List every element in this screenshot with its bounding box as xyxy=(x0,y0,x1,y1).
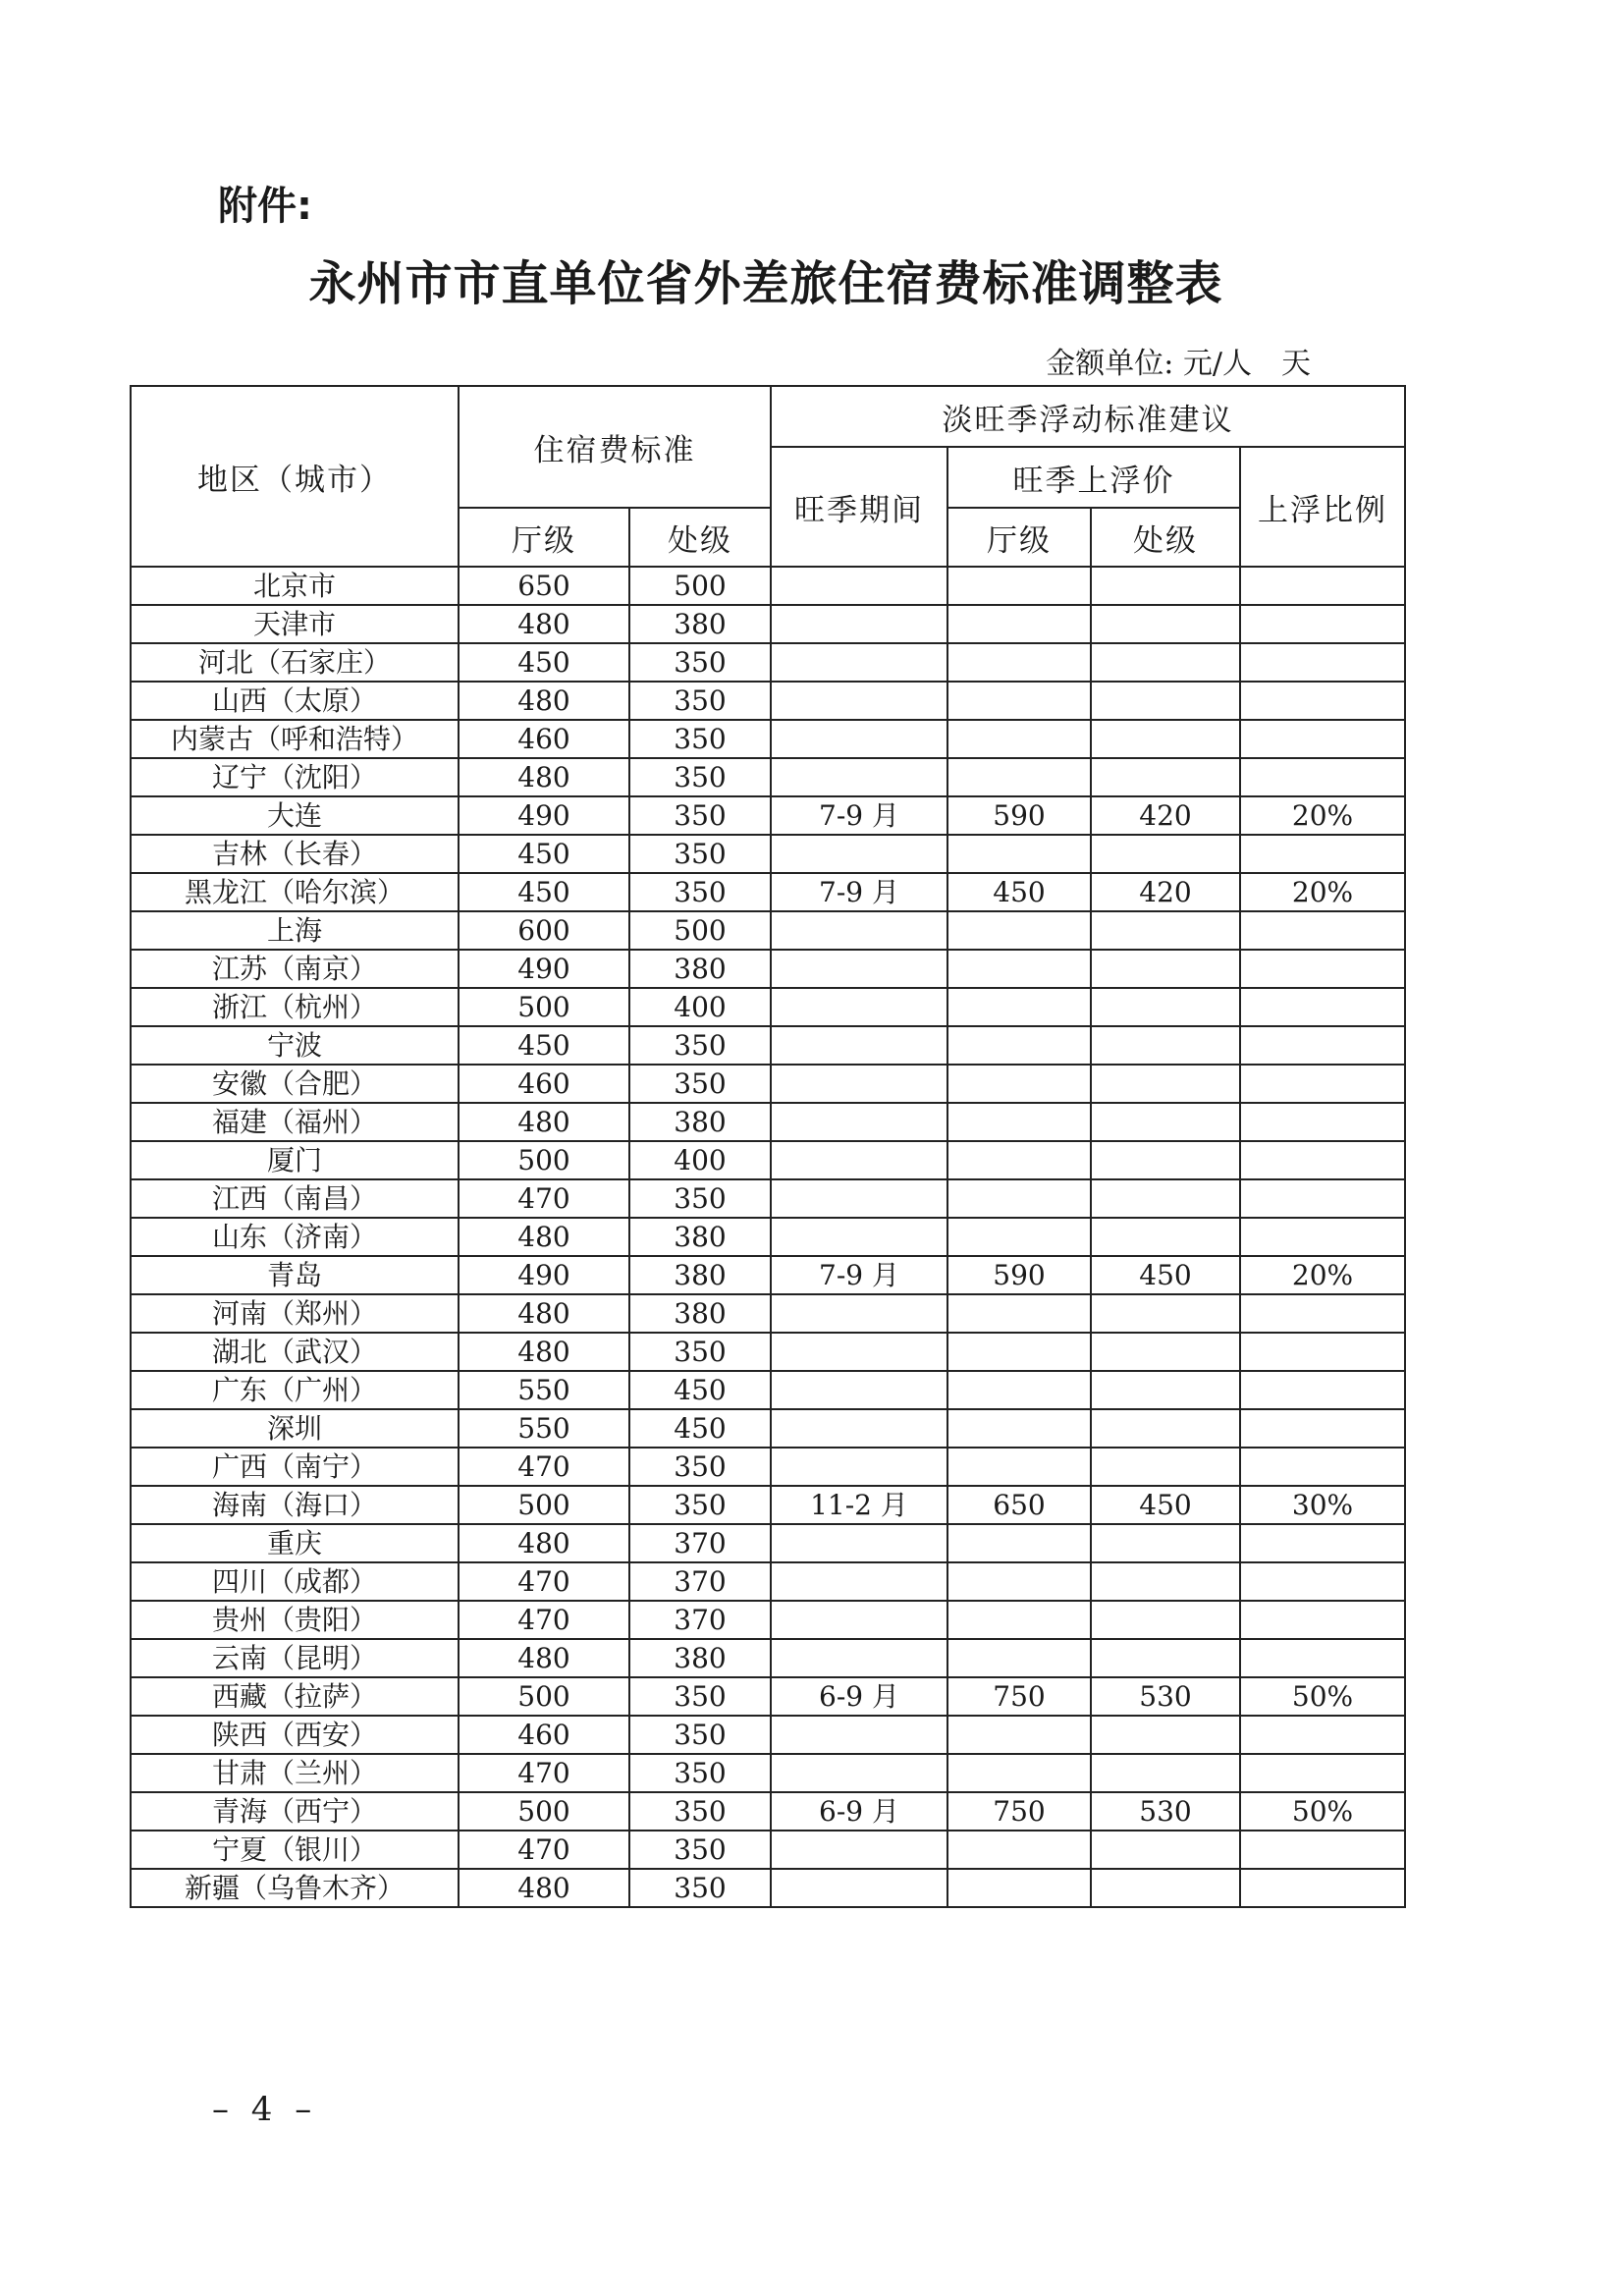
ting-standard-cell: 500 xyxy=(459,1792,629,1831)
peak-period-cell: 7-9 月 xyxy=(771,1256,947,1294)
region-cell: 山西（太原） xyxy=(131,682,459,720)
peak-ting-price-cell xyxy=(947,720,1091,758)
table-row xyxy=(131,1141,1405,1179)
float-ratio-cell xyxy=(1240,1831,1405,1869)
float-ratio-cell: 20% xyxy=(1240,1256,1405,1294)
table-row xyxy=(131,1754,1405,1792)
region-cell: 甘肃（兰州） xyxy=(131,1754,459,1792)
chu-standard-cell: 350 xyxy=(629,720,771,758)
peak-period-cell xyxy=(771,1409,947,1448)
table-row xyxy=(131,873,1405,911)
ting-standard-cell: 480 xyxy=(459,1294,629,1333)
table-row xyxy=(131,1486,1405,1524)
table-row xyxy=(131,1831,1405,1869)
peak-chu-price-cell xyxy=(1091,1869,1240,1907)
float-ratio-cell xyxy=(1240,1639,1405,1677)
float-ratio-cell xyxy=(1240,950,1405,988)
peak-ting-price-cell xyxy=(947,643,1091,682)
region-cell: 天津市 xyxy=(131,605,459,643)
peak-period-cell: 6-9 月 xyxy=(771,1677,947,1716)
peak-chu-price-cell xyxy=(1091,950,1240,988)
page-number: – 4 – xyxy=(212,2090,318,2129)
peak-ting-price-cell xyxy=(947,567,1091,605)
float-ratio-cell xyxy=(1240,1371,1405,1409)
table-row xyxy=(131,1218,1405,1256)
chu-standard-cell: 350 xyxy=(629,1869,771,1907)
chu-standard-cell: 400 xyxy=(629,1141,771,1179)
ting-standard-cell: 470 xyxy=(459,1448,629,1486)
peak-chu-price-cell xyxy=(1091,605,1240,643)
peak-ting-price-cell xyxy=(947,1448,1091,1486)
float-ratio-cell xyxy=(1240,1026,1405,1065)
peak-chu-price-cell xyxy=(1091,643,1240,682)
table-row xyxy=(131,720,1405,758)
peak-chu-price-cell xyxy=(1091,1639,1240,1677)
table-row xyxy=(131,988,1405,1026)
peak-period-cell xyxy=(771,1562,947,1601)
table-row xyxy=(131,605,1405,643)
chu-standard-cell: 370 xyxy=(629,1601,771,1639)
table-row xyxy=(131,567,1405,605)
peak-ting-price-cell xyxy=(947,1716,1091,1754)
peak-period-cell xyxy=(771,1371,947,1409)
chu-standard-cell: 500 xyxy=(629,911,771,950)
table-row xyxy=(131,1869,1405,1907)
ting-standard-cell: 480 xyxy=(459,1333,629,1371)
ratio-header: 上浮比例 xyxy=(1240,447,1405,567)
float-ratio-cell xyxy=(1240,1179,1405,1218)
peak-price-header: 旺季上浮价 xyxy=(947,447,1240,508)
peak-period-cell xyxy=(771,605,947,643)
peak-period-cell xyxy=(771,1065,947,1103)
peak-ting-price-cell xyxy=(947,1333,1091,1371)
peak-ting-price-cell: 650 xyxy=(947,1486,1091,1524)
peak-period-cell xyxy=(771,1639,947,1677)
peak-ting-price-cell xyxy=(947,950,1091,988)
table-row xyxy=(131,911,1405,950)
region-cell: 浙江（杭州） xyxy=(131,988,459,1026)
peak-chu-price-cell xyxy=(1091,911,1240,950)
region-cell: 新疆（乌鲁木齐） xyxy=(131,1869,459,1907)
region-cell: 广东（广州） xyxy=(131,1371,459,1409)
float-ratio-cell xyxy=(1240,1448,1405,1486)
float-ratio-cell xyxy=(1240,1754,1405,1792)
peak-period-cell xyxy=(771,567,947,605)
chu-standard-cell: 350 xyxy=(629,873,771,911)
table-row xyxy=(131,1792,1405,1831)
peak-chu-price-cell xyxy=(1091,1601,1240,1639)
chu-standard-cell: 380 xyxy=(629,1218,771,1256)
chu-standard-cell: 370 xyxy=(629,1524,771,1562)
peak-period-cell xyxy=(771,1026,947,1065)
region-cell: 厦门 xyxy=(131,1141,459,1179)
peak-period-cell xyxy=(771,758,947,796)
peak-period-cell xyxy=(771,1179,947,1218)
region-cell: 江西（南昌） xyxy=(131,1179,459,1218)
peak-chu-price-cell xyxy=(1091,988,1240,1026)
peak-period-cell xyxy=(771,1869,947,1907)
chu-standard-cell: 350 xyxy=(629,796,771,835)
ting-standard-cell: 480 xyxy=(459,758,629,796)
peak-period-cell xyxy=(771,720,947,758)
peak-chu-price-cell xyxy=(1091,1065,1240,1103)
peak-chu-price-cell xyxy=(1091,1103,1240,1141)
chu-standard-cell: 350 xyxy=(629,1333,771,1371)
peak-chu-price-cell xyxy=(1091,1333,1240,1371)
peak-chu-price-cell xyxy=(1091,1448,1240,1486)
peak-chu-price-cell xyxy=(1091,720,1240,758)
ting-standard-cell: 450 xyxy=(459,873,629,911)
peak-period-cell xyxy=(771,835,947,873)
region-cell: 深圳 xyxy=(131,1409,459,1448)
ting-standard-cell: 650 xyxy=(459,567,629,605)
ting-standard-cell: 460 xyxy=(459,1716,629,1754)
peak-chu-price-cell: 420 xyxy=(1091,796,1240,835)
peak-period-cell xyxy=(771,911,947,950)
float-ratio-cell xyxy=(1240,1218,1405,1256)
region-cell: 湖北（武汉） xyxy=(131,1333,459,1371)
table-row xyxy=(131,1371,1405,1409)
float-ratio-cell xyxy=(1240,1716,1405,1754)
peak-ting-level-header: 厅级 xyxy=(947,508,1091,567)
ting-standard-cell: 480 xyxy=(459,1103,629,1141)
chu-standard-cell: 350 xyxy=(629,1179,771,1218)
region-cell: 重庆 xyxy=(131,1524,459,1562)
chu-standard-cell: 380 xyxy=(629,1256,771,1294)
peak-chu-level-header: 处级 xyxy=(1091,508,1240,567)
peak-ting-price-cell xyxy=(947,1103,1091,1141)
ting-standard-cell: 470 xyxy=(459,1179,629,1218)
peak-period-cell: 11-2 月 xyxy=(771,1486,947,1524)
peak-period-cell xyxy=(771,1601,947,1639)
peak-ting-price-cell: 750 xyxy=(947,1677,1091,1716)
peak-period-cell xyxy=(771,1448,947,1486)
peak-ting-price-cell xyxy=(947,1179,1091,1218)
peak-ting-price-cell xyxy=(947,682,1091,720)
peak-chu-price-cell: 530 xyxy=(1091,1792,1240,1831)
float-ratio-cell xyxy=(1240,682,1405,720)
ting-standard-cell: 460 xyxy=(459,1065,629,1103)
peak-period-header: 旺季期间 xyxy=(771,447,947,567)
peak-chu-price-cell xyxy=(1091,1179,1240,1218)
peak-chu-price-cell: 530 xyxy=(1091,1677,1240,1716)
float-ratio-cell xyxy=(1240,1601,1405,1639)
ting-standard-cell: 480 xyxy=(459,605,629,643)
region-cell: 北京市 xyxy=(131,567,459,605)
peak-chu-price-cell xyxy=(1091,1716,1240,1754)
region-cell: 河北（石家庄） xyxy=(131,643,459,682)
region-cell: 河南（郑州） xyxy=(131,1294,459,1333)
ting-standard-cell: 490 xyxy=(459,796,629,835)
chu-standard-cell: 350 xyxy=(629,1716,771,1754)
chu-standard-cell: 350 xyxy=(629,1026,771,1065)
ting-standard-cell: 500 xyxy=(459,1677,629,1716)
chu-standard-cell: 350 xyxy=(629,835,771,873)
ting-standard-cell: 450 xyxy=(459,835,629,873)
peak-period-cell xyxy=(771,1333,947,1371)
float-ratio-cell xyxy=(1240,988,1405,1026)
chu-standard-cell: 350 xyxy=(629,643,771,682)
region-cell: 辽宁（沈阳） xyxy=(131,758,459,796)
region-cell: 云南（昆明） xyxy=(131,1639,459,1677)
peak-chu-price-cell: 450 xyxy=(1091,1256,1240,1294)
region-cell: 陕西（西安） xyxy=(131,1716,459,1754)
peak-ting-price-cell xyxy=(947,1026,1091,1065)
peak-chu-price-cell xyxy=(1091,1524,1240,1562)
float-ratio-cell: 20% xyxy=(1240,873,1405,911)
table-row xyxy=(131,643,1405,682)
peak-ting-price-cell xyxy=(947,1754,1091,1792)
chu-standard-cell: 380 xyxy=(629,1294,771,1333)
peak-chu-price-cell: 420 xyxy=(1091,873,1240,911)
peak-chu-price-cell xyxy=(1091,1218,1240,1256)
peak-ting-price-cell xyxy=(947,1218,1091,1256)
region-cell: 贵州（贵阳） xyxy=(131,1601,459,1639)
peak-chu-price-cell xyxy=(1091,758,1240,796)
peak-chu-price-cell xyxy=(1091,567,1240,605)
ting-standard-cell: 490 xyxy=(459,950,629,988)
region-cell: 青海（西宁） xyxy=(131,1792,459,1831)
ting-level-header: 厅级 xyxy=(459,508,629,567)
float-ratio-cell xyxy=(1240,911,1405,950)
ting-standard-cell: 470 xyxy=(459,1831,629,1869)
chu-standard-cell: 350 xyxy=(629,1448,771,1486)
float-ratio-cell xyxy=(1240,567,1405,605)
peak-period-cell xyxy=(771,950,947,988)
peak-ting-price-cell: 450 xyxy=(947,873,1091,911)
chu-standard-cell: 450 xyxy=(629,1409,771,1448)
ting-standard-cell: 470 xyxy=(459,1754,629,1792)
chu-standard-cell: 500 xyxy=(629,567,771,605)
float-ratio-cell xyxy=(1240,758,1405,796)
float-ratio-cell xyxy=(1240,1294,1405,1333)
region-cell: 吉林（长春） xyxy=(131,835,459,873)
peak-ting-price-cell xyxy=(947,1065,1091,1103)
peak-chu-price-cell xyxy=(1091,1371,1240,1409)
table-row xyxy=(131,950,1405,988)
ting-standard-cell: 480 xyxy=(459,1639,629,1677)
chu-standard-cell: 350 xyxy=(629,1677,771,1716)
peak-period-cell xyxy=(771,1294,947,1333)
peak-period-cell xyxy=(771,1716,947,1754)
float-ratio-cell xyxy=(1240,1409,1405,1448)
peak-period-cell xyxy=(771,1831,947,1869)
chu-standard-cell: 400 xyxy=(629,988,771,1026)
float-ratio-cell: 50% xyxy=(1240,1677,1405,1716)
chu-standard-cell: 380 xyxy=(629,1639,771,1677)
peak-period-cell xyxy=(771,682,947,720)
peak-ting-price-cell xyxy=(947,1639,1091,1677)
table-row xyxy=(131,1524,1405,1562)
region-cell: 宁波 xyxy=(131,1026,459,1065)
peak-ting-price-cell xyxy=(947,1141,1091,1179)
peak-chu-price-cell xyxy=(1091,835,1240,873)
peak-period-cell xyxy=(771,1524,947,1562)
chu-standard-cell: 380 xyxy=(629,605,771,643)
chu-standard-cell: 350 xyxy=(629,682,771,720)
region-cell: 安徽（合肥） xyxy=(131,1065,459,1103)
ting-standard-cell: 450 xyxy=(459,1026,629,1065)
region-cell: 青岛 xyxy=(131,1256,459,1294)
peak-ting-price-cell xyxy=(947,1294,1091,1333)
ting-standard-cell: 470 xyxy=(459,1562,629,1601)
attachment-label: 附件: xyxy=(218,184,312,229)
peak-ting-price-cell xyxy=(947,605,1091,643)
float-ratio-cell: 30% xyxy=(1240,1486,1405,1524)
region-cell: 内蒙古（呼和浩特） xyxy=(131,720,459,758)
ting-standard-cell: 500 xyxy=(459,988,629,1026)
region-cell: 四川（成都） xyxy=(131,1562,459,1601)
peak-ting-price-cell xyxy=(947,1562,1091,1601)
peak-ting-price-cell xyxy=(947,1869,1091,1907)
float-ratio-cell xyxy=(1240,720,1405,758)
ting-standard-cell: 490 xyxy=(459,1256,629,1294)
peak-chu-price-cell xyxy=(1091,1562,1240,1601)
peak-ting-price-cell xyxy=(947,988,1091,1026)
chu-standard-cell: 350 xyxy=(629,1792,771,1831)
table-row xyxy=(131,835,1405,873)
region-cell: 上海 xyxy=(131,911,459,950)
peak-chu-price-cell xyxy=(1091,1409,1240,1448)
table-row xyxy=(131,1409,1405,1448)
peak-chu-price-cell xyxy=(1091,1754,1240,1792)
chu-standard-cell: 350 xyxy=(629,1486,771,1524)
peak-period-cell xyxy=(771,1103,947,1141)
peak-period-cell: 7-9 月 xyxy=(771,796,947,835)
peak-chu-price-cell xyxy=(1091,1831,1240,1869)
table-row xyxy=(131,1716,1405,1754)
page-title: 永州市市直单位省外差旅住宿费标准调整表 xyxy=(308,256,1223,311)
chu-standard-cell: 350 xyxy=(629,1754,771,1792)
float-standard-header: 淡旺季浮动标准建议 xyxy=(771,386,1405,447)
float-ratio-cell: 20% xyxy=(1240,796,1405,835)
region-cell: 黑龙江（哈尔滨） xyxy=(131,873,459,911)
peak-period-cell: 7-9 月 xyxy=(771,873,947,911)
table-row xyxy=(131,758,1405,796)
standard-header: 住宿费标准 xyxy=(459,386,771,508)
table-row xyxy=(131,1103,1405,1141)
float-ratio-cell xyxy=(1240,643,1405,682)
peak-ting-price-cell xyxy=(947,835,1091,873)
peak-ting-price-cell xyxy=(947,1601,1091,1639)
float-ratio-cell xyxy=(1240,1065,1405,1103)
table-row xyxy=(131,1562,1405,1601)
float-ratio-cell xyxy=(1240,1141,1405,1179)
peak-period-cell: 6-9 月 xyxy=(771,1792,947,1831)
region-header: 地区（城市） xyxy=(131,386,459,567)
peak-period-cell xyxy=(771,643,947,682)
table-row xyxy=(131,1677,1405,1716)
chu-standard-cell: 380 xyxy=(629,950,771,988)
ting-standard-cell: 480 xyxy=(459,1869,629,1907)
table-row xyxy=(131,1294,1405,1333)
ting-standard-cell: 460 xyxy=(459,720,629,758)
ting-standard-cell: 480 xyxy=(459,682,629,720)
table-row xyxy=(131,1601,1405,1639)
float-ratio-cell xyxy=(1240,1103,1405,1141)
peak-ting-price-cell: 750 xyxy=(947,1792,1091,1831)
chu-standard-cell: 450 xyxy=(629,1371,771,1409)
float-ratio-cell xyxy=(1240,1869,1405,1907)
table-row xyxy=(131,682,1405,720)
table-row xyxy=(131,1448,1405,1486)
peak-ting-price-cell xyxy=(947,911,1091,950)
ting-standard-cell: 550 xyxy=(459,1409,629,1448)
peak-ting-price-cell xyxy=(947,1409,1091,1448)
ting-standard-cell: 600 xyxy=(459,911,629,950)
ting-standard-cell: 480 xyxy=(459,1218,629,1256)
ting-standard-cell: 550 xyxy=(459,1371,629,1409)
peak-ting-price-cell xyxy=(947,1524,1091,1562)
float-ratio-cell xyxy=(1240,605,1405,643)
peak-ting-price-cell xyxy=(947,1831,1091,1869)
ting-standard-cell: 500 xyxy=(459,1141,629,1179)
peak-ting-price-cell: 590 xyxy=(947,796,1091,835)
ting-standard-cell: 480 xyxy=(459,1524,629,1562)
chu-standard-cell: 370 xyxy=(629,1562,771,1601)
chu-standard-cell: 380 xyxy=(629,1103,771,1141)
float-ratio-cell xyxy=(1240,835,1405,873)
table-row xyxy=(131,1333,1405,1371)
amount-unit: 金额单位: 元/人 天 xyxy=(1046,347,1311,381)
region-cell: 江苏（南京） xyxy=(131,950,459,988)
peak-ting-price-cell xyxy=(947,758,1091,796)
table-row xyxy=(131,1179,1405,1218)
table-row xyxy=(131,1256,1405,1294)
peak-chu-price-cell: 450 xyxy=(1091,1486,1240,1524)
region-cell: 西藏（拉萨） xyxy=(131,1677,459,1716)
region-cell: 山东（济南） xyxy=(131,1218,459,1256)
region-cell: 海南（海口） xyxy=(131,1486,459,1524)
ting-standard-cell: 500 xyxy=(459,1486,629,1524)
float-ratio-cell xyxy=(1240,1524,1405,1562)
peak-period-cell xyxy=(771,1218,947,1256)
ting-standard-cell: 470 xyxy=(459,1601,629,1639)
table-row xyxy=(131,796,1405,835)
peak-chu-price-cell xyxy=(1091,1294,1240,1333)
peak-period-cell xyxy=(771,988,947,1026)
float-ratio-cell xyxy=(1240,1562,1405,1601)
ting-standard-cell: 450 xyxy=(459,643,629,682)
chu-standard-cell: 350 xyxy=(629,758,771,796)
peak-chu-price-cell xyxy=(1091,1026,1240,1065)
table-row xyxy=(131,1065,1405,1103)
chu-standard-cell: 350 xyxy=(629,1065,771,1103)
table-row xyxy=(131,1639,1405,1677)
chu-level-header: 处级 xyxy=(629,508,771,567)
region-cell: 福建（福州） xyxy=(131,1103,459,1141)
chu-standard-cell: 350 xyxy=(629,1831,771,1869)
peak-period-cell xyxy=(771,1141,947,1179)
table-row xyxy=(131,1026,1405,1065)
peak-period-cell xyxy=(771,1754,947,1792)
peak-ting-price-cell: 590 xyxy=(947,1256,1091,1294)
float-ratio-cell: 50% xyxy=(1240,1792,1405,1831)
peak-chu-price-cell xyxy=(1091,682,1240,720)
region-cell: 大连 xyxy=(131,796,459,835)
peak-ting-price-cell xyxy=(947,1371,1091,1409)
float-ratio-cell xyxy=(1240,1333,1405,1371)
region-cell: 宁夏（银川） xyxy=(131,1831,459,1869)
peak-chu-price-cell xyxy=(1091,1141,1240,1179)
region-cell: 广西（南宁） xyxy=(131,1448,459,1486)
lodging-standard-table xyxy=(130,385,1406,1908)
